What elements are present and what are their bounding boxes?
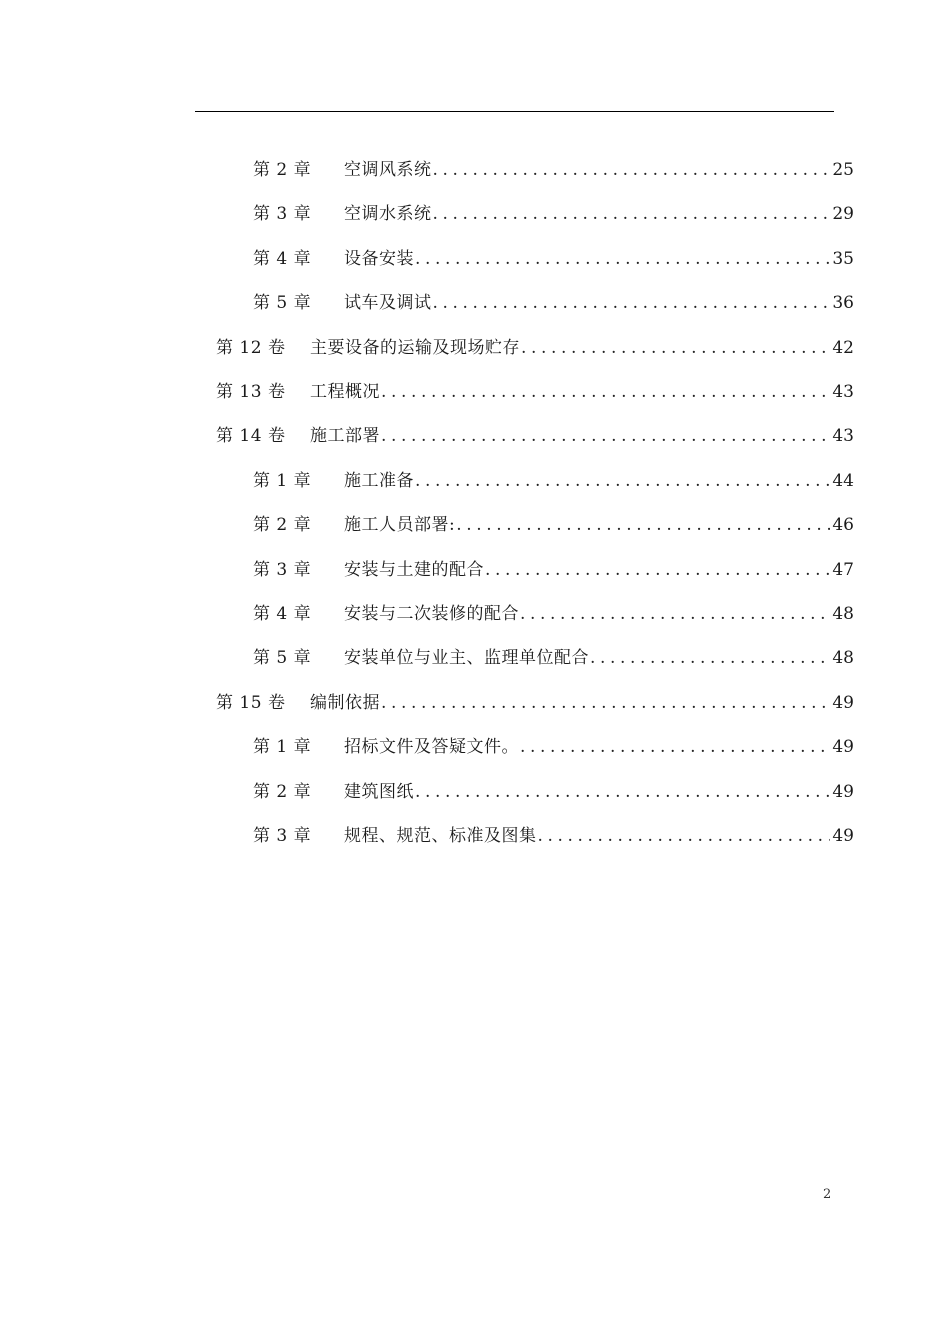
toc-entry-number: 第 13 卷	[216, 382, 286, 402]
toc-dot-leader	[415, 470, 830, 492]
toc-entry-title: 安装与二次装修的配合	[344, 604, 519, 624]
toc-entry-number: 第 1 章	[253, 737, 312, 758]
toc-entry-title: 编制依据	[310, 692, 380, 713]
toc-entry-title: 试车及调试	[344, 293, 432, 314]
toc-entry-chapter[interactable]	[253, 548, 854, 592]
toc-entry-title: 设备安装	[344, 248, 414, 269]
toc-dot-leader	[415, 248, 830, 270]
toc-entry-number: 第 2 章	[253, 160, 312, 180]
toc-entry-chapter[interactable]	[253, 503, 854, 547]
toc-entry-number: 第 1 章	[253, 470, 312, 491]
toc-entry-page: 25	[832, 160, 854, 180]
toc-entry-chapter[interactable]	[253, 192, 854, 236]
toc-dot-leader	[433, 292, 831, 314]
toc-entry-page: 47	[832, 559, 854, 580]
toc-entry-page: 49	[832, 826, 854, 846]
toc-entry-chapter[interactable]	[253, 237, 854, 281]
toc-entry-number: 第 4 章	[253, 248, 312, 269]
toc-entry-page: 46	[832, 515, 854, 536]
toc-entry-title: 主要设备的运输及现场贮存	[310, 337, 520, 358]
toc-dot-leader	[520, 736, 830, 758]
toc-dot-leader	[590, 647, 830, 669]
toc-entry-title: 施工准备	[344, 470, 414, 491]
toc-dot-leader	[433, 159, 831, 181]
toc-entry-chapter[interactable]	[253, 636, 854, 680]
toc-entry-title: 空调风系统	[344, 160, 432, 180]
toc-entry-volume[interactable]	[216, 681, 854, 725]
toc-entry-chapter[interactable]	[253, 459, 854, 503]
header-rule	[195, 111, 834, 112]
toc-entry-title: 施工部署	[310, 426, 380, 447]
toc-entry-page: 29	[832, 204, 854, 225]
toc-entry-chapter[interactable]	[253, 770, 854, 814]
toc-entry-number: 第 14 卷	[216, 426, 286, 447]
toc-entry-number: 第 2 章	[253, 515, 312, 536]
toc-entry-title: 招标文件及答疑文件。	[344, 737, 519, 758]
toc-entry-title: 建筑图纸	[344, 781, 414, 802]
toc-entry-number: 第 5 章	[253, 648, 312, 669]
toc-entry-page: 42	[832, 337, 854, 358]
toc-dot-leader	[456, 514, 830, 536]
toc-entry-title: 规程、规范、标准及图集	[344, 826, 537, 846]
toc-dot-leader	[538, 825, 831, 847]
toc-entry-volume[interactable]	[216, 414, 854, 458]
toc-entry-title: 安装与土建的配合	[344, 559, 484, 580]
toc-entry-page: 49	[832, 781, 854, 802]
toc-entry-number: 第 5 章	[253, 293, 312, 314]
toc-entry-chapter[interactable]	[253, 592, 854, 636]
toc-entry-number: 第 4 章	[253, 604, 312, 624]
toc-dot-leader	[485, 559, 830, 581]
toc-entry-number: 第 12 卷	[216, 337, 286, 358]
toc-entry-number: 第 3 章	[253, 204, 312, 225]
toc-entry-page: 36	[832, 293, 854, 314]
toc-entry-volume[interactable]	[216, 370, 854, 414]
toc-entry-page: 48	[832, 604, 854, 624]
toc-entry-chapter[interactable]	[253, 725, 854, 769]
toc-entry-number: 第 3 章	[253, 826, 312, 846]
toc-entry-page: 48	[832, 648, 854, 669]
toc-entry-number: 第 2 章	[253, 781, 312, 802]
toc-entry-title: 施工人员部署:	[344, 515, 456, 536]
toc-entry-page: 49	[832, 692, 854, 713]
toc-dot-leader	[520, 603, 830, 625]
toc-entry-number: 第 15 卷	[216, 692, 286, 713]
toc-entry-page: 43	[832, 382, 854, 402]
toc-entry-page: 44	[832, 470, 854, 491]
toc-entry-page: 35	[832, 248, 854, 269]
toc-dot-leader	[433, 203, 831, 225]
toc-entry-volume[interactable]	[216, 326, 854, 370]
toc-entry-chapter[interactable]	[253, 814, 854, 858]
toc-entry-title: 工程概况	[310, 382, 380, 402]
toc-dot-leader	[381, 692, 830, 714]
toc-entry-chapter[interactable]	[253, 281, 854, 325]
toc-dot-leader	[381, 381, 830, 403]
toc-entry-number: 第 3 章	[253, 559, 312, 580]
toc-entry-title: 空调水系统	[344, 204, 432, 225]
page-number: 2	[823, 1187, 832, 1202]
toc-entry-page: 43	[832, 426, 854, 447]
toc-dot-leader	[521, 337, 830, 359]
toc-dot-leader	[381, 425, 830, 447]
toc-entry-title: 安装单位与业主、监理单位配合	[344, 648, 589, 669]
toc-entry-chapter[interactable]	[253, 148, 854, 192]
toc-dot-leader	[415, 781, 830, 803]
toc-entry-page: 49	[832, 737, 854, 758]
